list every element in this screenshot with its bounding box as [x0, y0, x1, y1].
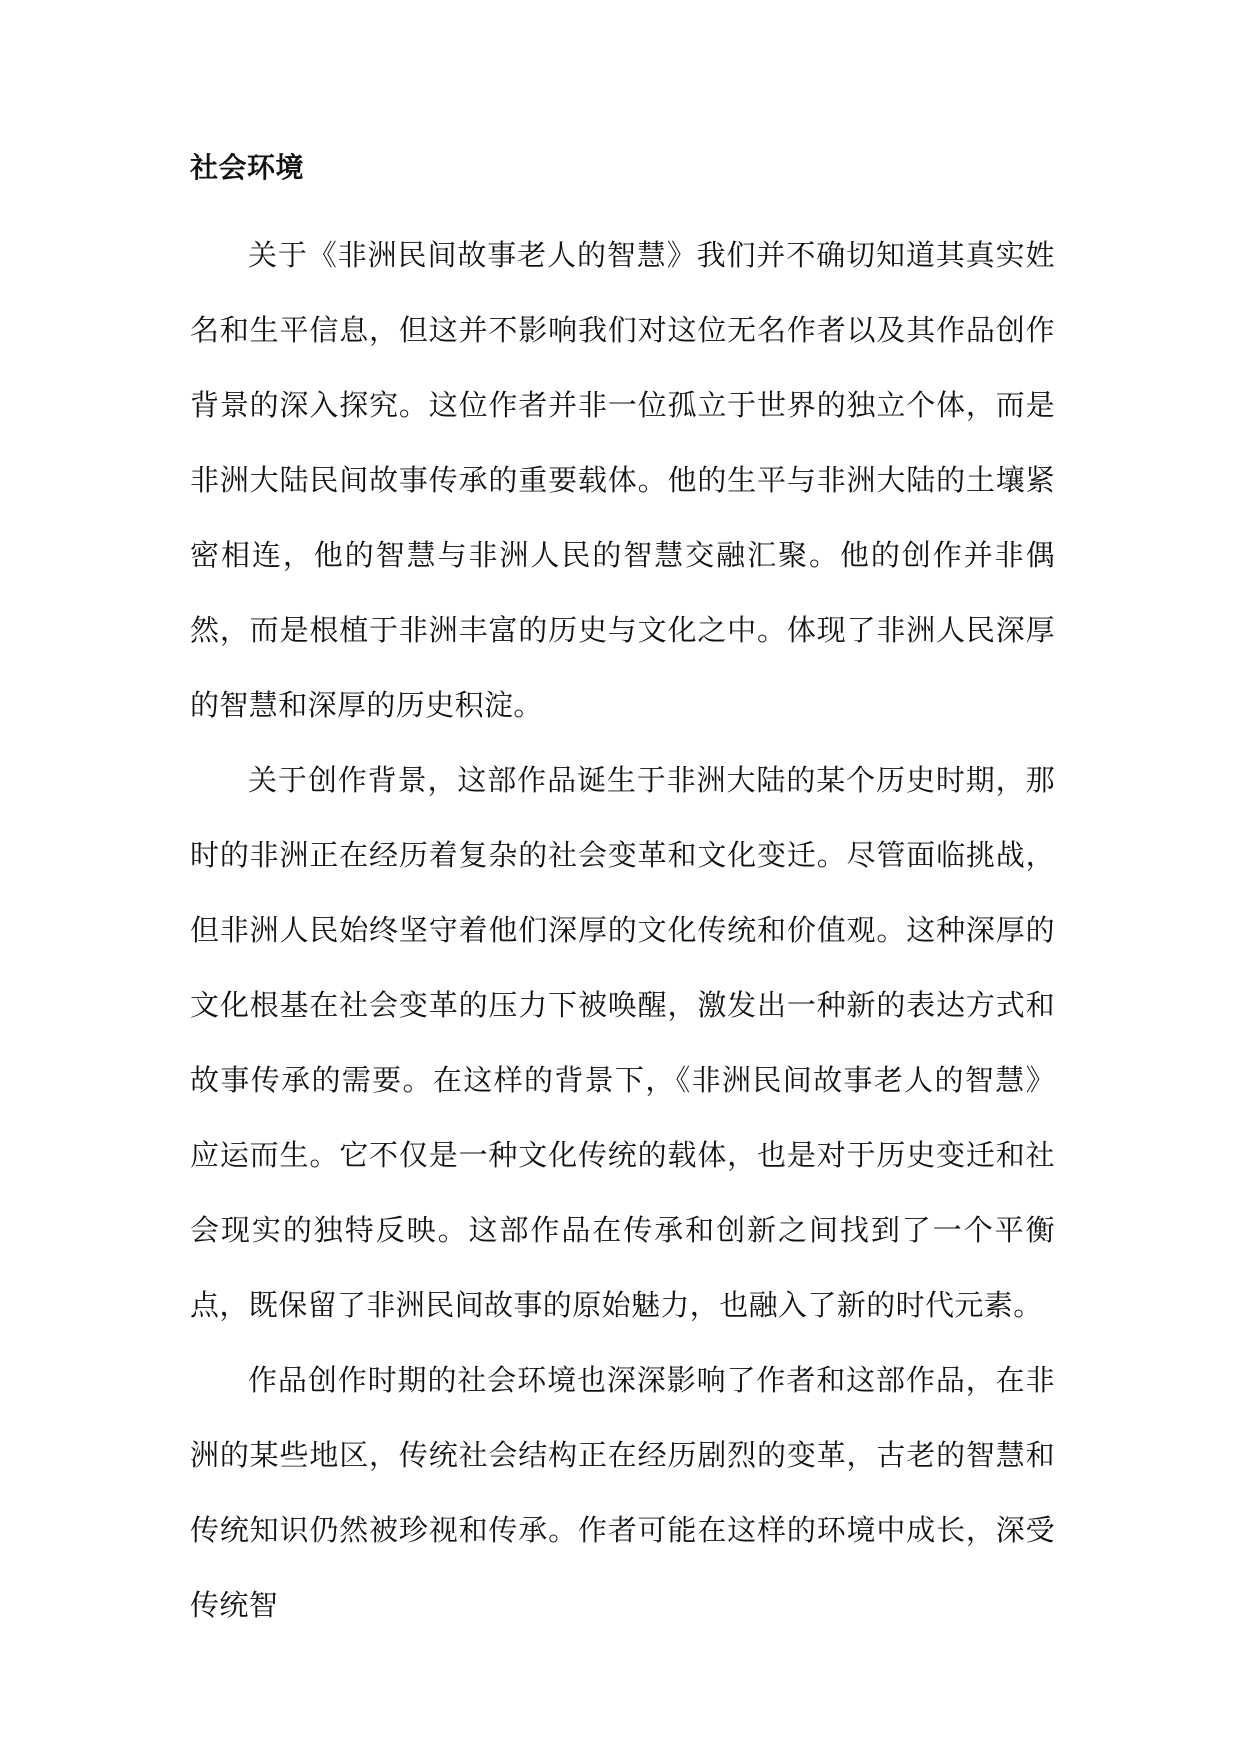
section-heading: 社会环境	[190, 151, 305, 184]
paragraph-author: 关于《非洲民间故事老人的智慧》我们并不确切知道其真实姓名和生平信息，但这并不影响我们对这位无名作者以及其作品创作背景的深入探究。这位作者并非一位孤立于世界的独立个体，而是非洲大陆民间故事传承的重要载体。他的生平与非洲大陆的土壤紧密相连，他的智慧与非洲人民的智慧交融汇聚。他的创作并非偶然，而是根植于非洲丰富的历史与文化之中。体现了非洲人民深厚的智慧和深厚的历史积淀。	[190, 238, 1055, 722]
paragraph-social-environment: 作品创作时期的社会环境也深深影响了作者和这部作品，在非洲的某些地区，传统社会结构正在经历剧烈的变革，古老的智慧和传统知识仍然被珍视和传承。作者可能在这样的环境中成长，深受传统智	[190, 1363, 1055, 1622]
paragraph-background: 关于创作背景，这部作品诞生于非洲大陆的某个历史时期，那时的非洲正在经历着复杂的社会变革和文化变迁。尽管面临挑战，但非洲人民始终坚守着他们深厚的文化传统和价值观。这种深厚的文化根基在社会变革的压力下被唤醒，激发出一种新的表达方式和故事传承的需要。在这样的背景下，《非洲民间故事老人的智慧》应运而生。它不仅是一种文化传统的载体，也是对于历史变迁和社会现实的独特反映。这部作品在传承和创新之间找到了一个平衡点，既保留了非洲民间故事的原始魅力，也融入了新的时代元素。	[190, 763, 1055, 1322]
document-body	[190, 144, 1055, 1643]
